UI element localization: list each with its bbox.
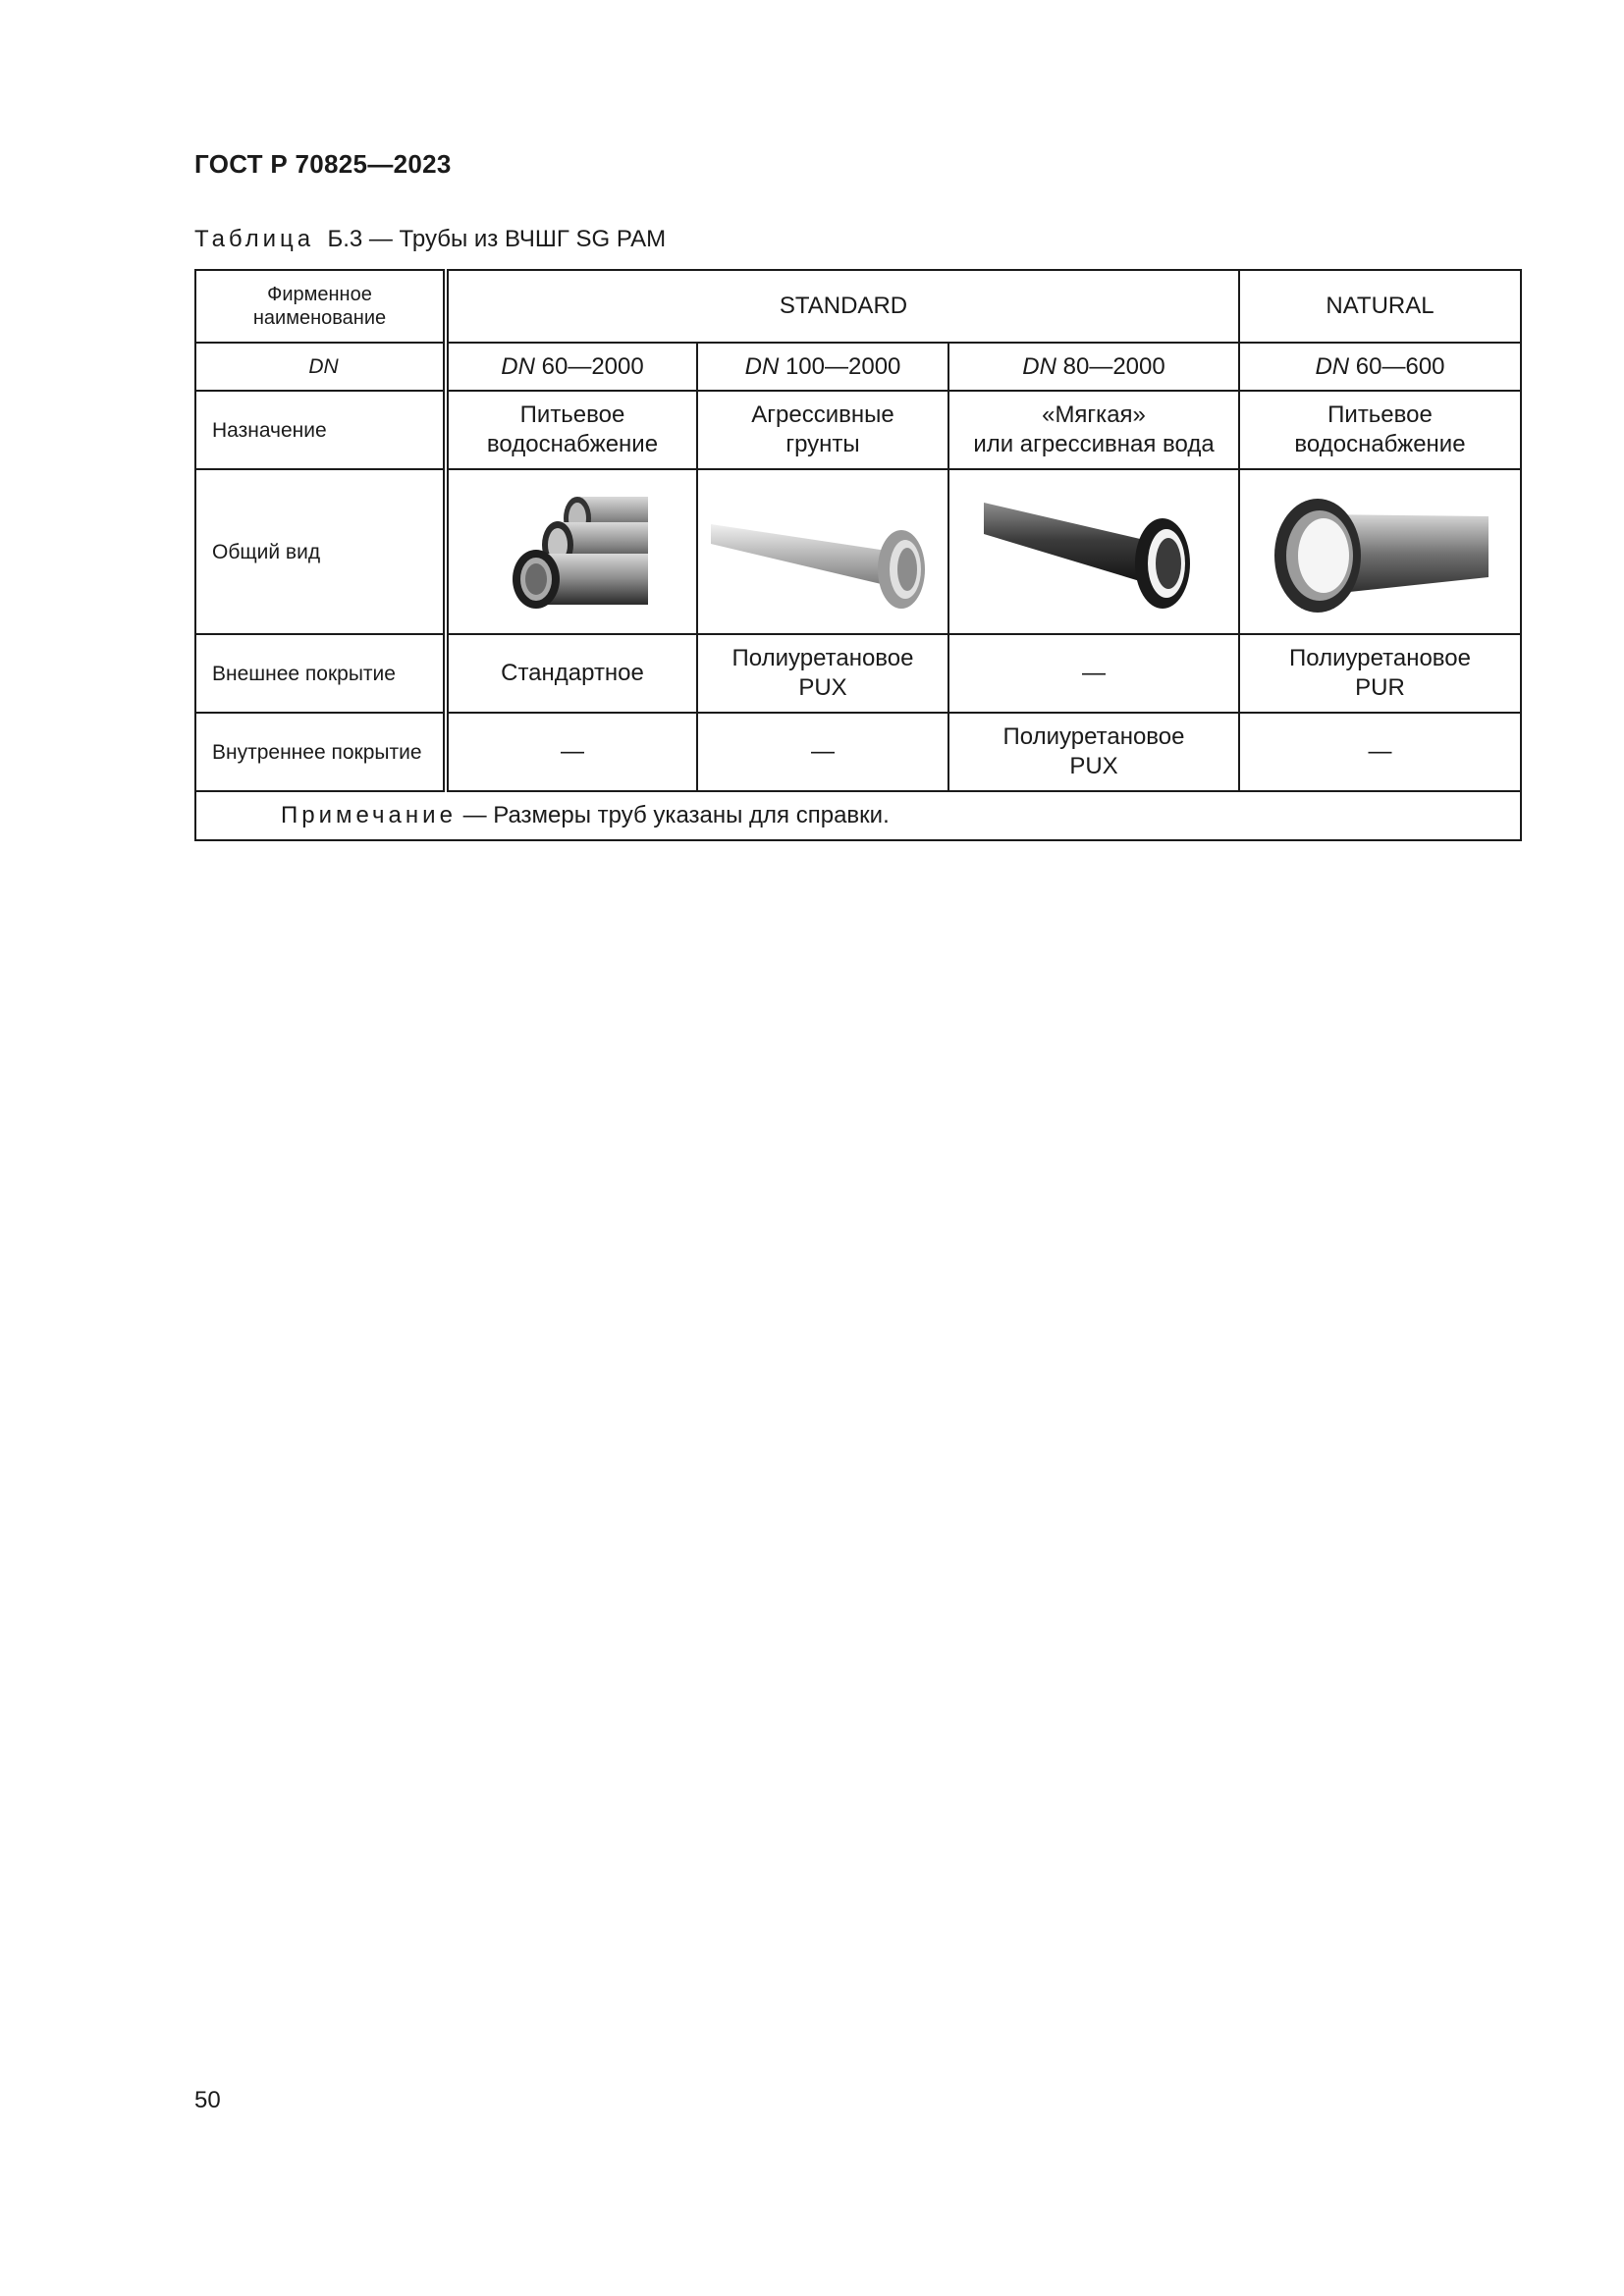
outer-coating-cell: Полиуретановое PUX — [697, 634, 948, 713]
brand-natural-cell: NATURAL — [1239, 270, 1521, 343]
purpose-cell: Питьевое водоснабжение — [1239, 391, 1521, 469]
inner-coating-label-cell: Внутреннее покрытие — [195, 713, 446, 791]
dn-cell: DN 60—600 — [1239, 343, 1521, 391]
natural-pipe-socket-icon — [1263, 483, 1498, 620]
table-caption-text: Б.3 — Трубы из ВЧШГ SG PAM — [327, 226, 667, 252]
view-cell — [1239, 469, 1521, 634]
light-pipe-socket-icon — [707, 483, 939, 620]
purpose-cell: Агрессивные грунты — [697, 391, 948, 469]
table-row — [195, 791, 1521, 840]
inner-coating-cell: Полиуретановое PUX — [948, 713, 1239, 791]
pipe-stack-icon — [489, 483, 656, 620]
outer-coating-cell: — — [948, 634, 1239, 713]
table-row — [195, 469, 1521, 634]
outer-coating-cell: Полиуретановое PUR — [1239, 634, 1521, 713]
note-label: Примечание — [281, 802, 457, 828]
table-caption — [194, 226, 666, 253]
page-number: 50 — [194, 2087, 221, 2113]
dn-cell: DN 80—2000 — [948, 343, 1239, 391]
dn-cell: DN 100—2000 — [697, 343, 948, 391]
document-code: ГОСТ Р 70825—2023 — [194, 149, 452, 179]
view-cell — [697, 469, 948, 634]
dn-cell: DN 60—2000 — [446, 343, 697, 391]
table-caption-prefix: Таблица — [194, 226, 315, 252]
dn-label-cell: DN — [195, 343, 446, 391]
pipes-table — [194, 269, 1522, 841]
outer-coating-label-cell: Внешнее покрытие — [195, 634, 446, 713]
table-row — [195, 391, 1521, 469]
purpose-cell: «Мягкая» или агрессивная вода — [948, 391, 1239, 469]
dark-pipe-socket-icon — [978, 483, 1210, 620]
purpose-cell: Питьевое водоснабжение — [446, 391, 697, 469]
inner-coating-cell: — — [1239, 713, 1521, 791]
table-row — [195, 270, 1521, 343]
brand-standard-cell: STANDARD — [446, 270, 1239, 343]
brand-label-cell: Фирменное наименование — [195, 270, 446, 343]
table-row — [195, 634, 1521, 713]
view-label-cell: Общий вид — [195, 469, 446, 634]
note-text: — Размеры труб указаны для справки. — [456, 802, 890, 828]
table-note — [195, 791, 1521, 840]
table-row — [195, 713, 1521, 791]
outer-coating-cell: Стандартное — [446, 634, 697, 713]
purpose-label-cell: Назначение — [195, 391, 446, 469]
view-cell — [948, 469, 1239, 634]
table-row — [195, 343, 1521, 391]
inner-coating-cell: — — [697, 713, 948, 791]
inner-coating-cell: — — [446, 713, 697, 791]
view-cell — [446, 469, 697, 634]
